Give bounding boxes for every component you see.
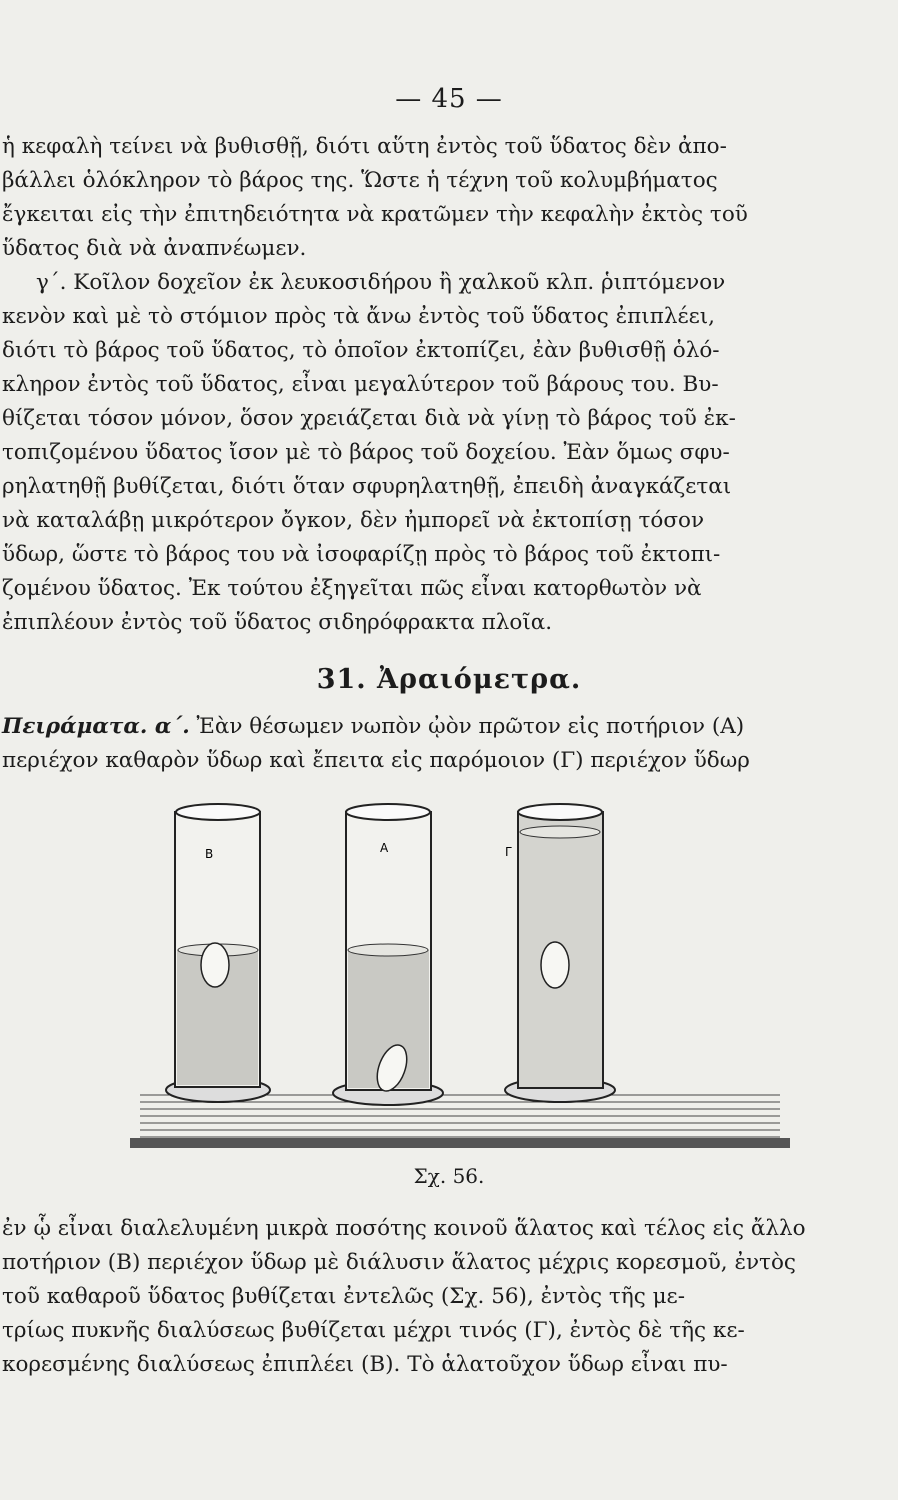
text-line: γ΄. Κοῖλον δοχεῖον ἐκ λευκοσιδήρου ἢ χαλκοῦ κλπ. ῥιπτόμενον (36, 270, 726, 295)
table-edge (130, 1138, 790, 1148)
text-line: βάλλει ὁλόκληρον τὸ βάρος της. Ὥστε ἡ τέχνη τοῦ κολυμβήματος (2, 168, 718, 193)
figure-three-glasses (120, 790, 800, 1160)
text-line: ρηλατηθῇ βυθίζεται, διότι ὅταν σφυρηλατηθῇ, ἐπειδὴ ἀναγκάζεται (2, 474, 732, 499)
paragraph-bottom (0, 1212, 898, 1382)
paragraph-mid (0, 710, 898, 778)
text-line: ἐπιπλέουν ἐντὸς τοῦ ὕδατος σιδηρόφρακτα πλοῖα. (2, 610, 553, 635)
text-line (0, 710, 898, 744)
glass-a-label: Α (380, 841, 389, 855)
text-line: ποτήριον (Β) περιέχον ὕδωρ μὲ διάλυσιν ἅλατος μέχρις κορεσμοῦ, ἐντὸς (2, 1250, 796, 1275)
text-line: κενὸν καὶ μὲ τὸ στόμιον πρὸς τὰ ἄνω ἐντὸς τοῦ ὕδατος ἐπιπλέει, (2, 304, 715, 329)
text-line: κορεσμένης διαλύσεως ἐπιπλέει (Β). Τὸ ἁλατοῦχον ὕδωρ εἶναι πυ- (2, 1352, 728, 1377)
glass-b-label: Β (205, 847, 214, 861)
glass-b (166, 804, 270, 1102)
text-line: θίζεται τόσον μόνον, ὅσον χρειάζεται διὰ νὰ γίνῃ τὸ βάρος τοῦ ἐκ- (2, 406, 736, 431)
glass-g (505, 804, 615, 1102)
text-line: διότι τὸ βάρος τοῦ ὕδατος, τὸ ὁποῖον ἐκτοπίζει, ἐὰν βυθισθῇ ὁλό- (2, 338, 720, 363)
figure-caption: Σχ. 56. (413, 1164, 485, 1188)
text-line: ζομένου ὕδατος. Ἐκ τούτου ἐξηγεῖται πῶς εἶναι κατορθωτὸν νὰ (2, 576, 702, 601)
page-number: — 45 — (395, 84, 503, 114)
text-line: νὰ καταλάβῃ μικρότερον ὄγκον, δὲν ἠμπορεῖ νὰ ἐκτοπίσῃ τόσον (2, 508, 705, 533)
glass-a (333, 804, 443, 1105)
experiment-lead: Πειράματα. α΄. (2, 714, 190, 739)
glass-g-label: Γ (505, 845, 512, 859)
text-line: τοῦ καθαροῦ ὕδατος βυθίζεται ἐντελῶς (Σχ. 56), ἐντὸς τῆς με- (2, 1284, 685, 1309)
text-line: τοπιζομένου ὕδατος ἴσον μὲ τὸ βάρος τοῦ δοχείου. Ἐὰν ὅμως σφυ- (2, 440, 730, 465)
figure-illustration (120, 790, 800, 1160)
text-line: κληρον ἐντὸς τοῦ ὕδατος, εἶναι μεγαλύτερον τοῦ βάρους του. Βυ- (2, 372, 719, 397)
section-heading: 31. Ἀραιόμετρα. (316, 664, 582, 695)
paragraph-top (0, 130, 898, 640)
text-line: περιέχον καθαρὸν ὕδωρ καὶ ἔπειτα εἰς παρόμοιον (Γ) περιέχον ὕδωρ (2, 748, 750, 773)
text-line: ἡ κεφαλὴ τείνει νὰ βυθισθῇ, διότι αὕτη ἐντὸς τοῦ ὕδατος δὲν ἀπο- (2, 134, 727, 159)
text-line: ὕδατος διὰ νὰ ἀναπνέωμεν. (2, 236, 307, 261)
text-line: ἔγκειται εἰς τὴν ἐπιτηδειότητα νὰ κρατῶμεν τὴν κεφαλὴν ἐκτὸς τοῦ (2, 202, 748, 227)
egg-g (541, 942, 569, 988)
text-line: ὕδωρ, ὥστε τὸ βάρος του νὰ ἰσοφαρίζῃ πρὸς τὸ βάρος τοῦ ἐκτοπι- (2, 542, 721, 567)
egg-b (201, 943, 229, 987)
experiment-text: Ἐὰν θέσωμεν νωπὸν ᾠὸν πρῶτον εἰς ποτήριον (Α) (196, 714, 745, 739)
text-line: ἐν ᾧ εἶναι διαλελυμένη μικρὰ ποσότης κοινοῦ ἅλατος καὶ τέλος εἰς ἄλλο (2, 1216, 806, 1241)
text-line: τρίως πυκνῆς διαλύσεως βυθίζεται μέχρι τινός (Γ), ἐντὸς δὲ τῆς κε- (2, 1318, 745, 1343)
